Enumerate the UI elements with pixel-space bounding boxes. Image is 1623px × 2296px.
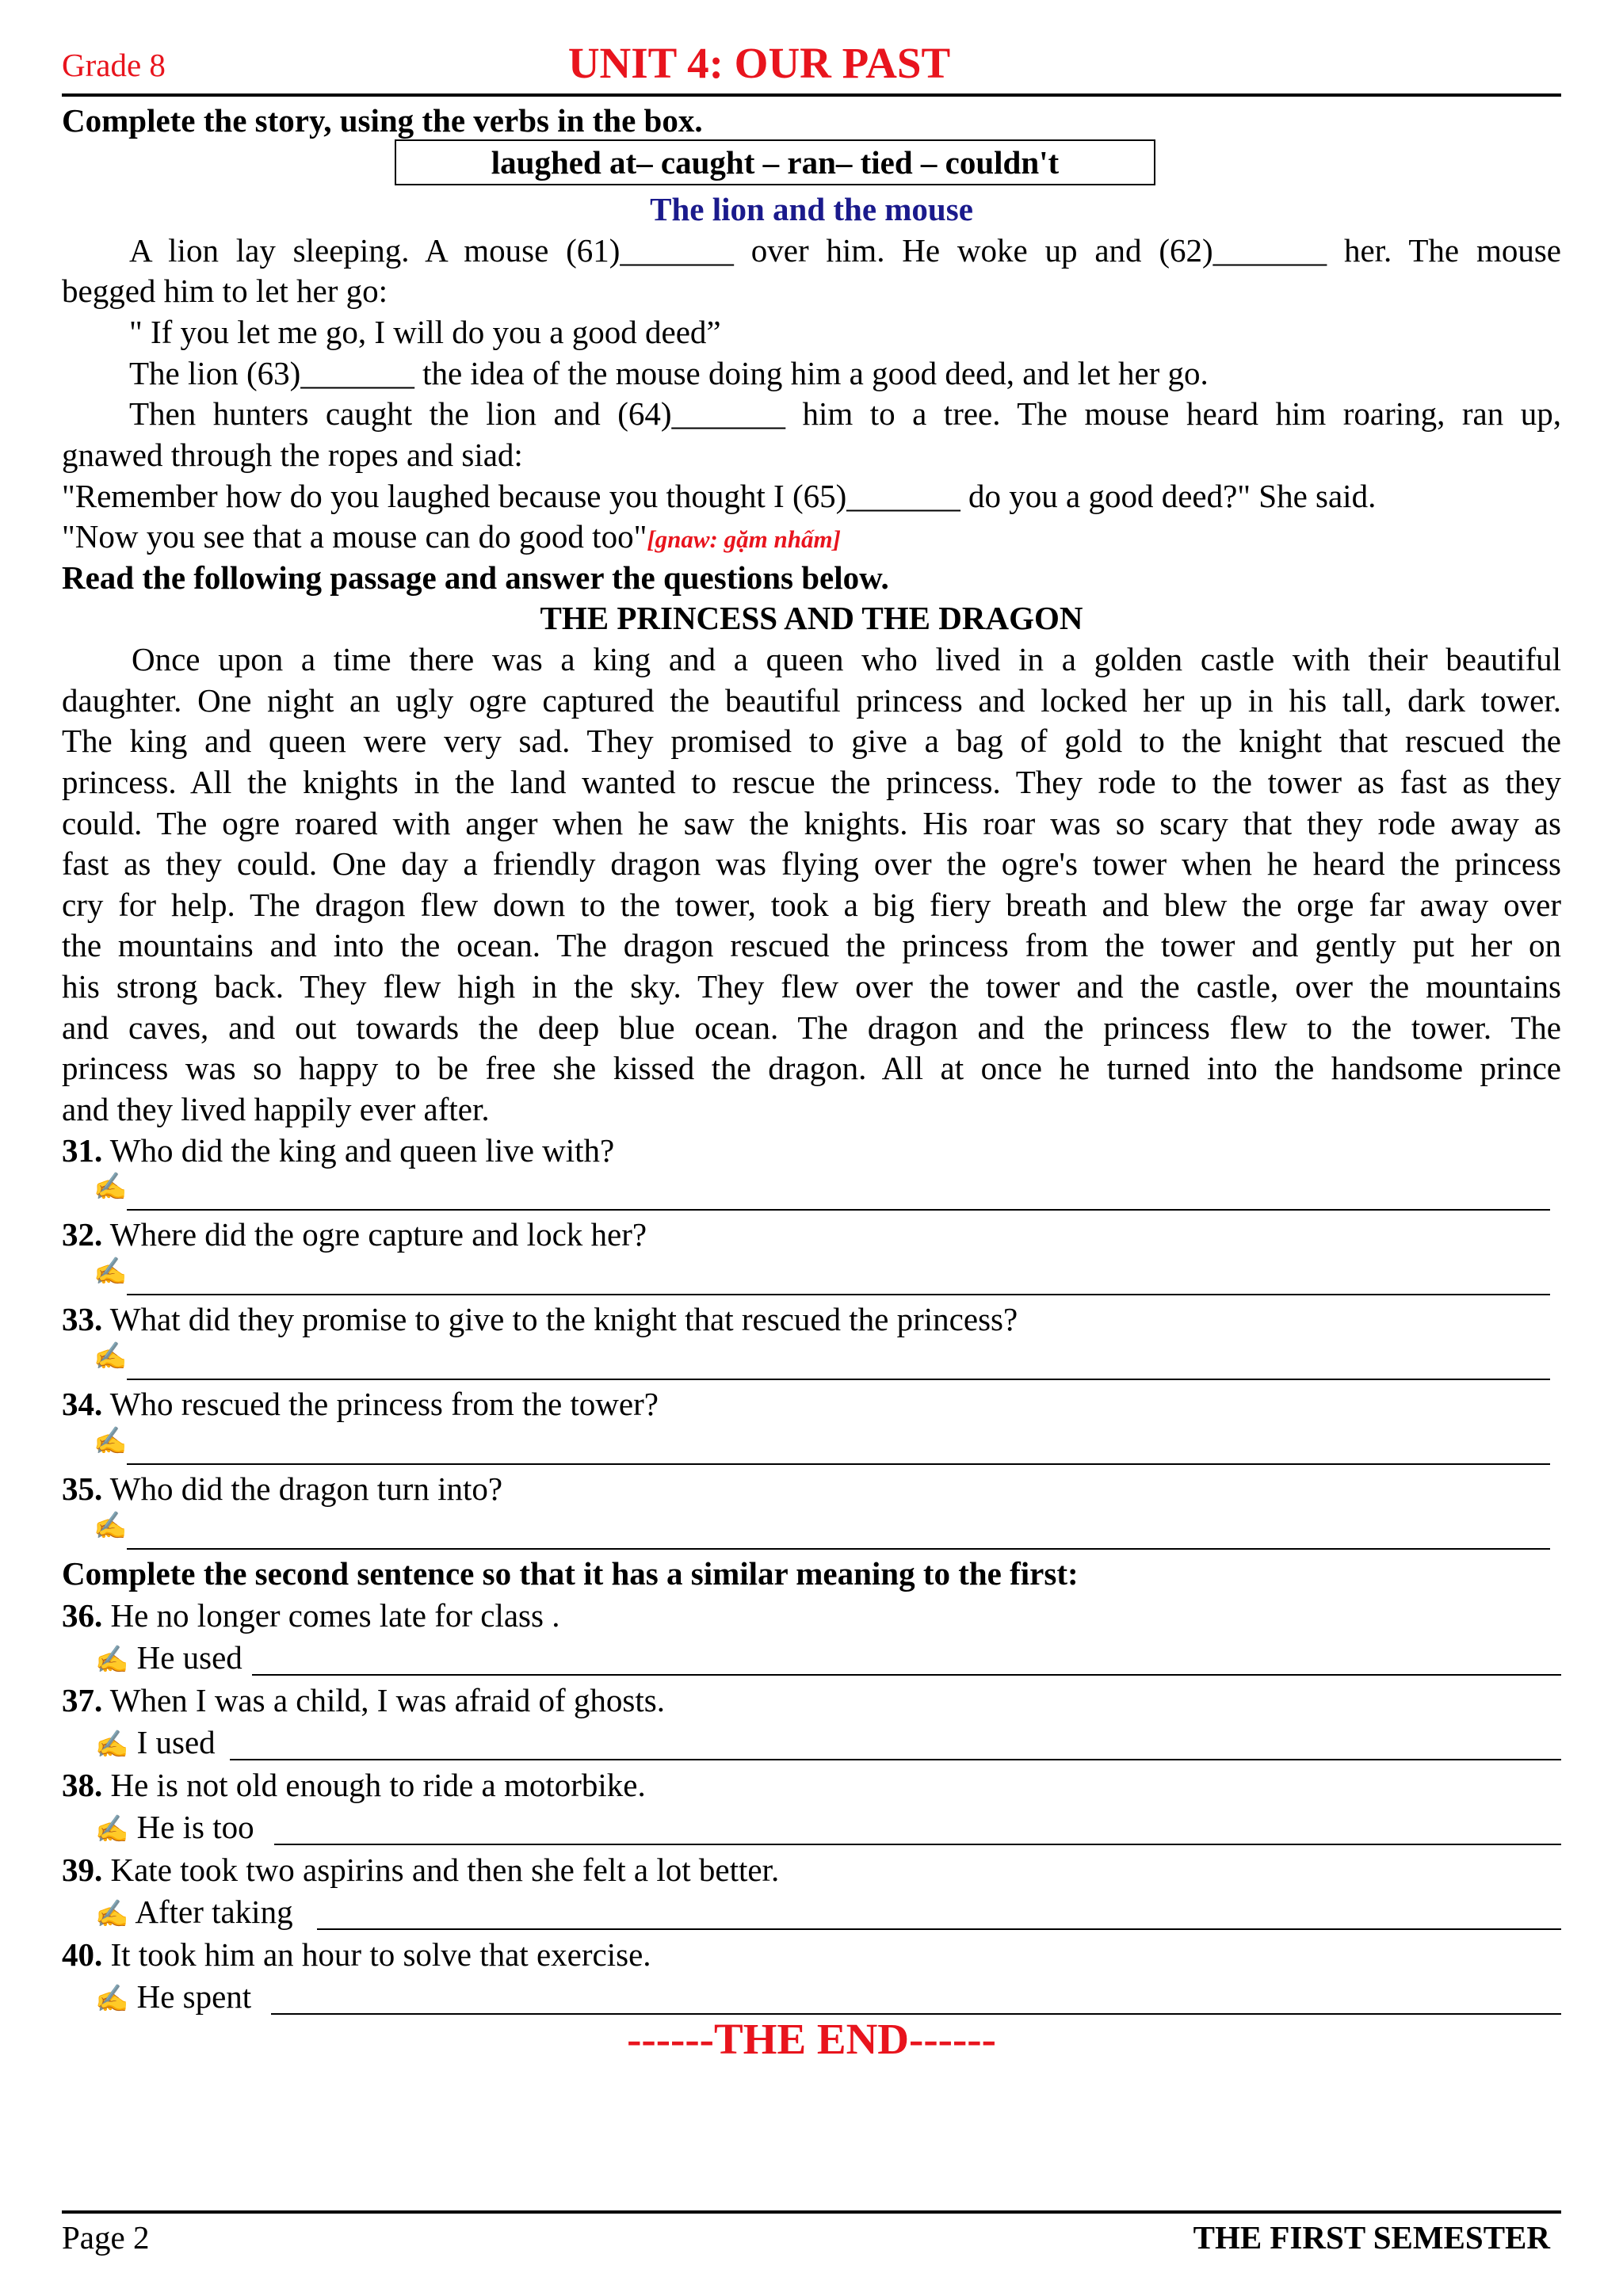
rewrite-prompt: ✍ He used bbox=[95, 1639, 242, 1676]
rewrite-item: 36. He no longer comes late for class . bbox=[62, 1597, 560, 1634]
footer-rule bbox=[62, 2210, 1561, 2214]
passage-title: THE PRINCESS AND THE DRAGON bbox=[540, 600, 1083, 636]
rewrite-prompt: ✍ He is too bbox=[95, 1809, 254, 1845]
answer-line[interactable] bbox=[127, 1379, 1550, 1380]
answer-line[interactable] bbox=[127, 1209, 1550, 1211]
passage-line: the mountains and into the ocean. The dragon rescued the princess from the tower and gently put her on bbox=[62, 927, 1561, 963]
passage-line: and they lived happily ever after. bbox=[62, 1091, 490, 1127]
rewrite-prompt: ✍ I used bbox=[95, 1724, 216, 1760]
writing-hand-icon: ✍ bbox=[94, 1257, 128, 1287]
answer-line[interactable] bbox=[127, 1463, 1550, 1465]
unit-title: UNIT 4: OUR PAST bbox=[567, 39, 951, 87]
writing-hand-icon: ✍ bbox=[95, 1900, 129, 1929]
story-line: The lion (63)_______ the idea of the mouse doing him a good deed, and let her go. bbox=[129, 355, 1209, 391]
writing-hand-icon: ✍ bbox=[94, 1342, 128, 1371]
passage-line: The king and queen were very sad. They promised to give a bag of gold to the knight that rescued the bbox=[62, 723, 1561, 759]
writing-hand-icon: ✍ bbox=[95, 1985, 129, 2014]
answer-line[interactable] bbox=[252, 1674, 1561, 1676]
passage-line: princess. All the knights in the land wanted to rescue the princess. They rode to the tower as fast as they bbox=[62, 764, 1561, 800]
story-last-line bbox=[62, 516, 1561, 560]
passage-line: princess was so happy to be free she kissed the dragon. All at once he turned into the handsome prince bbox=[62, 1050, 1561, 1086]
passage-line: cry for help. The dragon flew down to the tower, took a big fiery breath and blew the orge far away over bbox=[62, 887, 1561, 923]
semester-label: THE FIRST SEMESTER bbox=[1193, 2219, 1550, 2256]
rewrite-item: 37. When I was a child, I was afraid of ghosts. bbox=[62, 1682, 665, 1718]
passage-line: Once upon a time there was a king and a queen who lived in a golden castle with their beautiful bbox=[132, 641, 1561, 677]
the-end-banner: ------THE END------ bbox=[627, 2015, 996, 2063]
section1-instruction: Complete the story, using the verbs in the box. bbox=[62, 102, 703, 139]
question: 33. What did they promise to give to the knight that rescued the princess? bbox=[62, 1301, 1018, 1337]
passage-line: and caves, and out towards the deep blue ocean. The dragon and the princess flew to the tower. The bbox=[62, 1009, 1561, 1046]
passage-line: fast as they could. One day a friendly dragon was flying over the ogre's tower when he heard the princess bbox=[62, 845, 1561, 882]
writing-hand-icon: ✍ bbox=[95, 1730, 129, 1760]
story-line: "Now you see that a mouse can do good too" bbox=[62, 518, 647, 555]
writing-hand-icon: ✍ bbox=[94, 1173, 128, 1202]
worksheet-page bbox=[62, 0, 1561, 2296]
passage-line: could. The ogre roared with anger when he saw the knights. His roar was so scary that they rode away as bbox=[62, 805, 1561, 841]
answer-line[interactable] bbox=[230, 1759, 1561, 1760]
rewrite-item: 38. He is not old enough to ride a motorbike. bbox=[62, 1767, 646, 1803]
story-line: Then hunters caught the lion and (64)_______ him to a tree. The mouse heard him roaring, ran up, bbox=[129, 395, 1561, 432]
rewrite-prompt: ✍ He spent bbox=[95, 1978, 252, 2015]
rewrite-item: 40. It took him an hour to solve that exercise. bbox=[62, 1936, 651, 1973]
answer-line[interactable] bbox=[317, 1928, 1561, 1930]
story-line: " If you let me go, I will do you a good deed” bbox=[129, 314, 721, 350]
header-rule bbox=[62, 93, 1561, 97]
writing-hand-icon: ✍ bbox=[94, 1512, 128, 1541]
grade-label: Grade 8 bbox=[62, 47, 166, 83]
answer-line[interactable] bbox=[127, 1294, 1550, 1295]
verb-box: laughed at– caught – ran– tied – couldn't bbox=[395, 139, 1155, 185]
question: 32. Where did the ogre capture and lock her? bbox=[62, 1216, 647, 1253]
question: 35. Who did the dragon turn into? bbox=[62, 1470, 503, 1507]
writing-hand-icon: ✍ bbox=[95, 1646, 129, 1675]
passage-line: daughter. One night an ugly ogre captured the beautiful princess and locked her up in his tall, dark tower. bbox=[62, 682, 1561, 719]
writing-hand-icon: ✍ bbox=[94, 1427, 128, 1456]
writing-hand-icon: ✍ bbox=[95, 1815, 129, 1844]
vocab-note: [gnaw: gặm nhấm] bbox=[647, 525, 841, 553]
story-line: gnawed through the ropes and siad: bbox=[62, 437, 523, 473]
section2-instruction: Read the following passage and answer the questions below. bbox=[62, 559, 889, 596]
story-line: A lion lay sleeping. A mouse (61)_______ over him. He woke up and (62)_______ her. The mouse bbox=[129, 232, 1561, 269]
story-line: "Remember how do you laughed because you thought I (65)_______ do you a good deed?" She said. bbox=[62, 478, 1377, 514]
rewrite-item: 39. Kate took two aspirins and then she felt a lot better. bbox=[62, 1852, 780, 1888]
story-title: The lion and the mouse bbox=[650, 191, 973, 227]
rewrite-prompt: ✍ After taking bbox=[95, 1894, 293, 1930]
passage-line: his strong back. They flew high in the sky. They flew over the tower and the castle, over the mountains bbox=[62, 968, 1561, 1005]
page-number: Page 2 bbox=[62, 2219, 150, 2256]
answer-line[interactable] bbox=[127, 1548, 1550, 1550]
question: 31. Who did the king and queen live with? bbox=[62, 1132, 615, 1169]
section3-instruction: Complete the second sentence so that it has a similar meaning to the first: bbox=[62, 1555, 1079, 1592]
question: 34. Who rescued the princess from the tower? bbox=[62, 1386, 659, 1422]
answer-line[interactable] bbox=[274, 1844, 1561, 1845]
story-line: begged him to let her go: bbox=[62, 273, 388, 309]
